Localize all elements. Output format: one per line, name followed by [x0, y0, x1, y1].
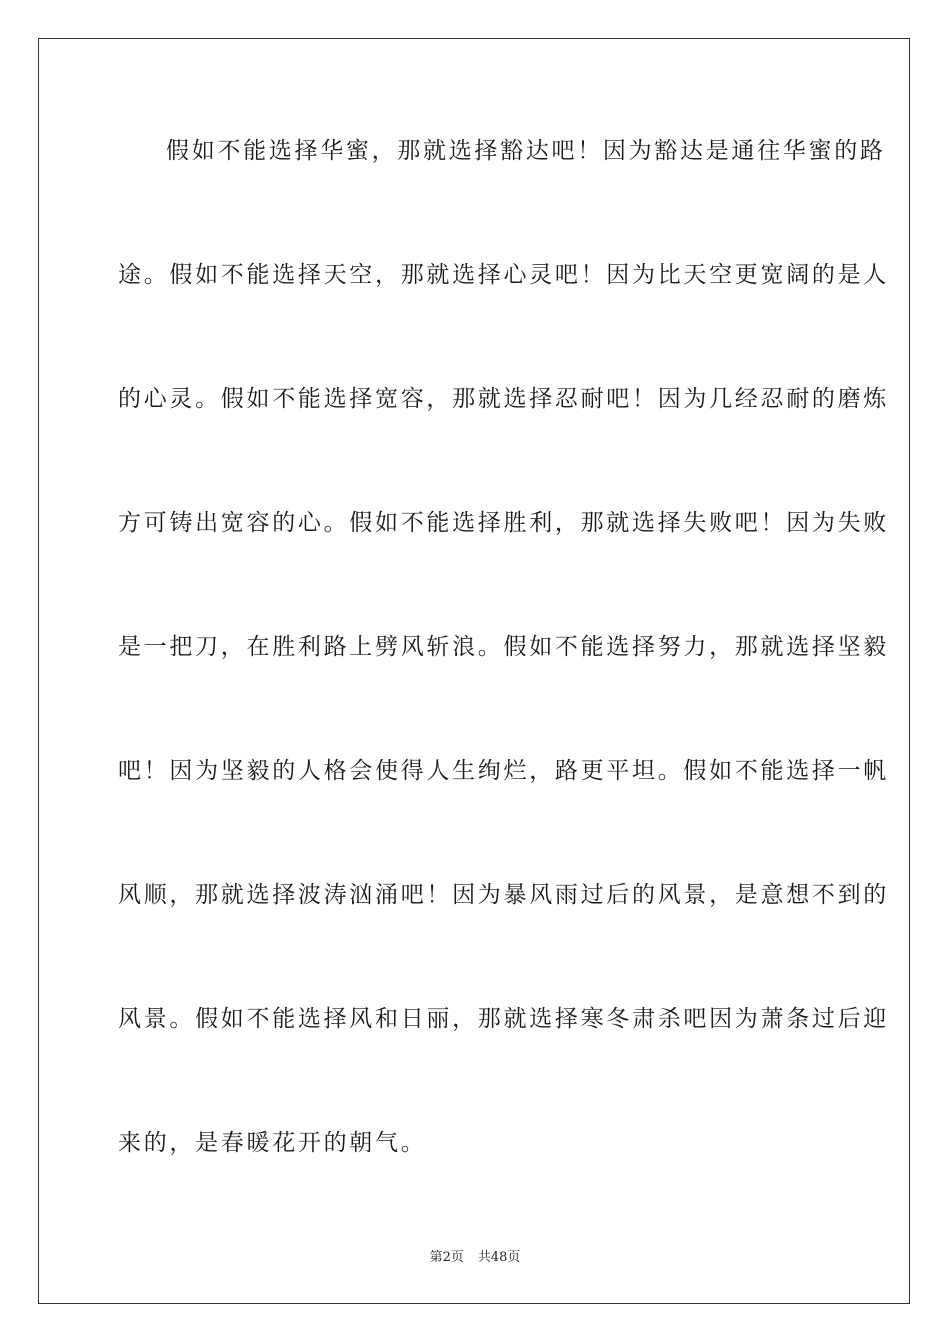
paragraph-line-3: 的心灵。假如不能选择宽容，那就选择忍耐吧！因为几经忍耐的磨炼 [118, 386, 889, 412]
paragraph-line-9: 来的，是春暖花开的朝气。 [118, 1130, 427, 1156]
paragraph-line-2: 途。假如不能选择天空，那就选择心灵吧！因为比天空更宽阔的是人 [118, 262, 889, 288]
page-footer [0, 1246, 950, 1265]
page-border [38, 38, 910, 1304]
paragraph-line-7: 风顺，那就选择波涛汹涌吧！因为暴风雨过后的风景，是意想不到的 [118, 882, 889, 908]
page-number: 第2页 [429, 1250, 464, 1265]
paragraph-line-1: 假如不能选择华蜜，那就选择豁达吧！因为豁达是通往华蜜的路 [166, 138, 886, 164]
paragraph-line-5: 是一把刀，在胜利路上劈风斩浪。假如不能选择努力，那就选择坚毅 [118, 634, 889, 660]
paragraph-line-8: 风景。假如不能选择风和日丽，那就选择寒冬肃杀吧因为萧条过后迎 [118, 1006, 889, 1032]
page-total: 共48页 [477, 1250, 521, 1265]
paragraph-line-6: 吧！因为坚毅的人格会使得人生绚烂，路更平坦。假如不能选择一帆 [118, 758, 889, 784]
paragraph-line-4: 方可铸出宽容的心。假如不能选择胜利，那就选择失败吧！因为失败 [118, 510, 889, 536]
